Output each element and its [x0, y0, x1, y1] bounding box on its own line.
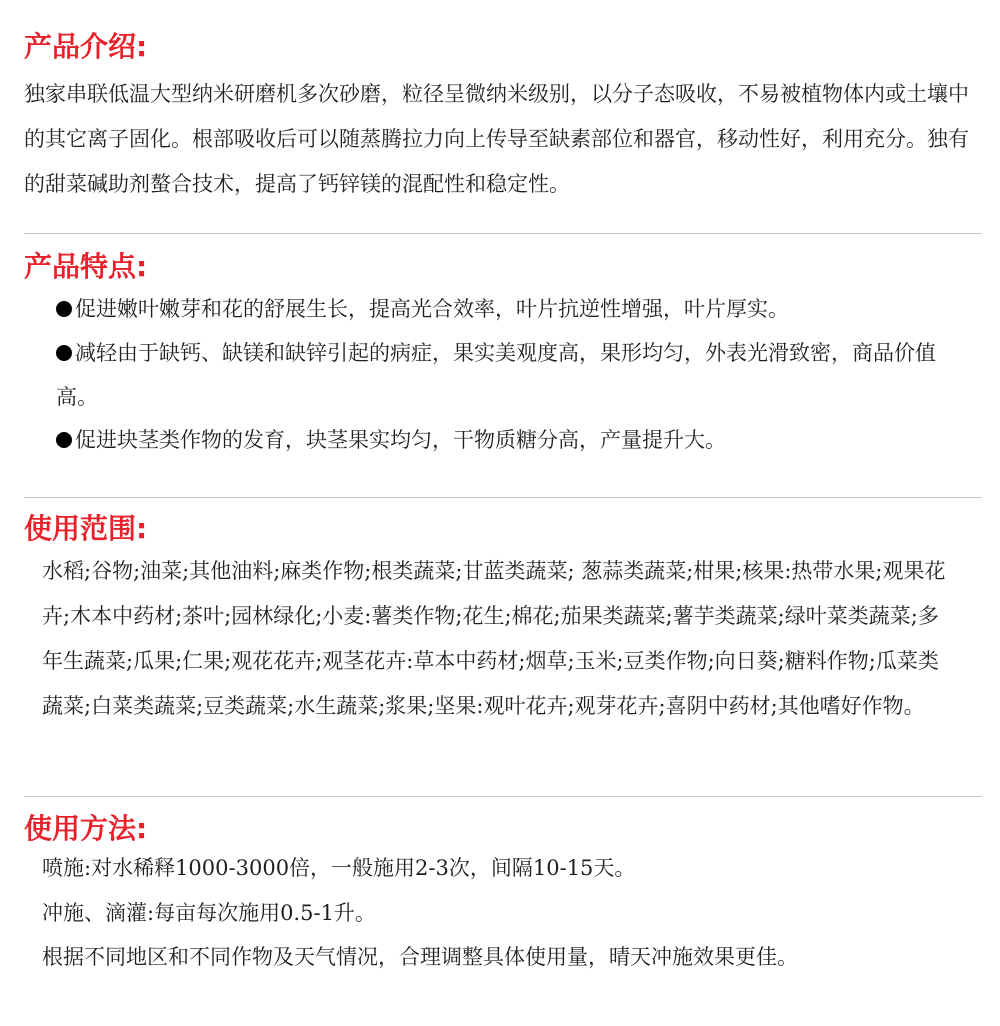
feature-item-1-text: 促进嫩叶嫩芽和花的舒展生长，提高光合效率，叶片抗逆性增强，叶片厚实。 [75, 297, 789, 321]
intro-heading: 产品介绍: [24, 30, 148, 63]
features-heading: 产品特点: [24, 250, 148, 283]
scope-text: 水稻;谷物;油菜;其他油料;麻类作物;根类蔬菜;甘蓝类蔬菜; 葱蒜类蔬菜;柑果;核果:热带水果;观果花卉;木本中药材;茶叶;园林绿化;小麦:薯类作物;花生;棉花;茄果类蔬菜;薯芋类蔬菜;绿叶菜类蔬菜;多年生蔬菜;瓜果;仁果;观花花卉;观茎花卉:草本中药材;烟草;玉米;豆类作物;向日葵;糖料作物;瓜菜类蔬菜;白菜类蔬菜;豆类蔬菜;水生蔬菜;浆果;坚果:观叶花卉;观芽花卉;喜阴中药材;其他嗜好作物。 [42, 559, 946, 718]
bullet-dot-icon [56, 301, 72, 317]
divider-3 [24, 796, 982, 797]
feature-item-2-text: 减轻由于缺钙、缺镁和缺锌引起的病症，果实美观度高，果形均匀，外表光滑致密，商品价值高。 [56, 341, 936, 409]
usage-line-drip: 冲施、滴灌:每亩每次施用0.5-1升。 [42, 901, 376, 925]
divider-1 [24, 233, 982, 234]
feature-item-2 [56, 331, 956, 419]
usage-line-spray: 喷施:对水稀释1000-3000倍，一般施用2-3次，间隔10-15天。 [42, 856, 636, 880]
divider-2 [24, 497, 982, 498]
bullet-dot-icon [56, 345, 72, 361]
usage-heading: 使用方法: [24, 812, 148, 845]
usage-line-note: 根据不同地区和不同作物及天气情况，合理调整具体使用量，晴天冲施效果更佳。 [42, 945, 798, 969]
intro-text: 独家串联低温大型纳米研磨机多次砂磨，粒径呈微纳米级别，以分子态吸收，不易被植物体内或土壤中的其它离子固化。根部吸收后可以随蒸腾拉力向上传导至缺素部位和器官，移动性好，利用充分。独有的甜菜碱助剂螯合技术，提高了钙锌镁的混配性和稳定性。 [24, 82, 969, 196]
feature-item-3 [56, 418, 956, 462]
scope-heading: 使用范围: [24, 512, 148, 545]
feature-item-1 [56, 287, 956, 331]
feature-item-3-text: 促进块茎类作物的发育，块茎果实均匀，干物质糖分高，产量提升大。 [75, 428, 726, 452]
bullet-dot-icon [56, 432, 72, 448]
